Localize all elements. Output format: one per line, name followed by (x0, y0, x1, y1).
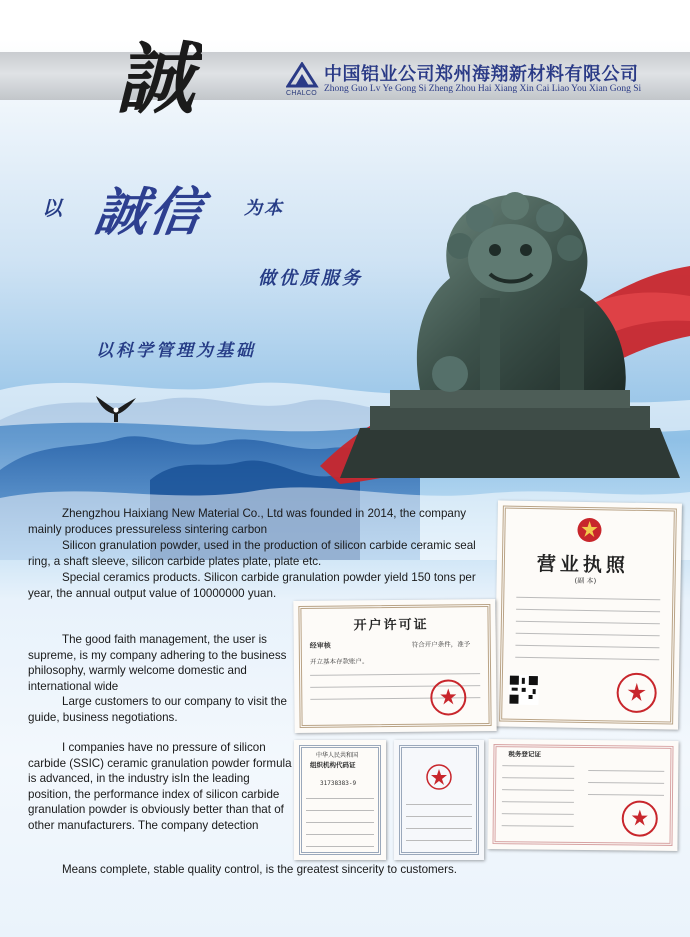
org-line (306, 798, 374, 799)
copy-line (406, 816, 472, 817)
copy-emblem-icon (424, 762, 454, 792)
tax-registration-certificate (487, 739, 678, 851)
org-country-title: 中华人民共和国 (316, 752, 359, 759)
tax-seal-stamp (620, 798, 660, 838)
license-title: 营业执照 (536, 553, 630, 577)
org-code-number: 31738383-9 (320, 780, 357, 787)
slogan-integrity: 誠信 (91, 182, 208, 243)
license-copy-label: (副 本) (574, 576, 597, 586)
account-opening-permit (293, 599, 496, 733)
org-certificate-title: 组织机构代码证 (310, 761, 356, 769)
red-seal-stamp (614, 670, 659, 715)
company-name-pinyin: Zhong Guo Lv Ye Gong Si Zheng Zhou Hai Xiang Xin Cai Liao You Xian Gong Si (324, 84, 642, 94)
slogan-quality-service: 做优质服务 (258, 268, 363, 289)
paragraph-founding: Zhengzhou Haixiang New Material Co., Ltd was founded in 2014, the company mainly produces pressureless sintering carbon (28, 507, 467, 536)
qr-code-icon (508, 675, 539, 706)
calligraphy-glyph: 誠 (116, 34, 195, 125)
paragraph-silicon-powder: Silicon granulation powder, used in the production of silicon carbide ceramic seal ring, a shaft sleeve, silicon carbide plates plate, plate etc. (28, 539, 476, 568)
paragraph-output: Special ceramics products. Silicon carbide granulation powder yield 150 tons per year, the annual output value of 10000000 yuan. (28, 571, 476, 600)
certificate-copy (394, 740, 484, 860)
bank-seal-stamp (428, 677, 468, 717)
copy-line (406, 840, 472, 841)
org-line (306, 846, 374, 847)
permit-review-label: 经审核 (309, 641, 331, 650)
org-line (306, 834, 374, 835)
slogan-prefix: 以 (42, 196, 62, 220)
permit-title: 开户许可证 (353, 617, 429, 634)
org-line (306, 810, 374, 811)
paragraph-technology: I companies have no pressure of silicon carbide (SSIC) ceramic granulation powder formula is advanced, in the industry isIn the leading position, the performance index of silicon carbide granulation powder is obviously better than that of other manufacturers. The company detection (28, 741, 292, 832)
slogan-scientific-management: 以科学管理为基础 (96, 341, 256, 361)
copy-line (406, 828, 472, 829)
bronze-lion-statue (330, 178, 690, 494)
national-emblem-icon (575, 516, 603, 544)
business-license-certificate (494, 500, 682, 729)
eagle-bird-icon (94, 392, 138, 426)
organization-code-certificate (294, 740, 386, 860)
org-line (306, 822, 374, 823)
permit-account-text: 开立基本存款账户。 (309, 657, 369, 666)
slogan-suffix: 为本 (244, 198, 284, 219)
copy-line (406, 804, 472, 805)
calligraphy-cheng-character (112, 26, 202, 126)
logo-subtitle: CHALCO (286, 90, 317, 97)
paragraph-customers: Large customers to our company to visit the guide, business negotiations. (28, 695, 287, 724)
chalco-logo-icon (286, 62, 320, 88)
permit-condition-text: 符合开户条件，准予 (411, 640, 471, 649)
tax-title: 税务登记证 (508, 750, 541, 759)
paragraph-quality-control: Means complete, stable quality control, is the greatest sincerity to customers. (62, 863, 458, 876)
company-name-chinese: 中国铝业公司郑州海翔新材料有限公司 (324, 64, 639, 85)
paragraph-philosophy: The good faith management, the user is supreme, is my company adhering to the business philosophy, warmly welcome domestic and international wide (28, 633, 287, 693)
